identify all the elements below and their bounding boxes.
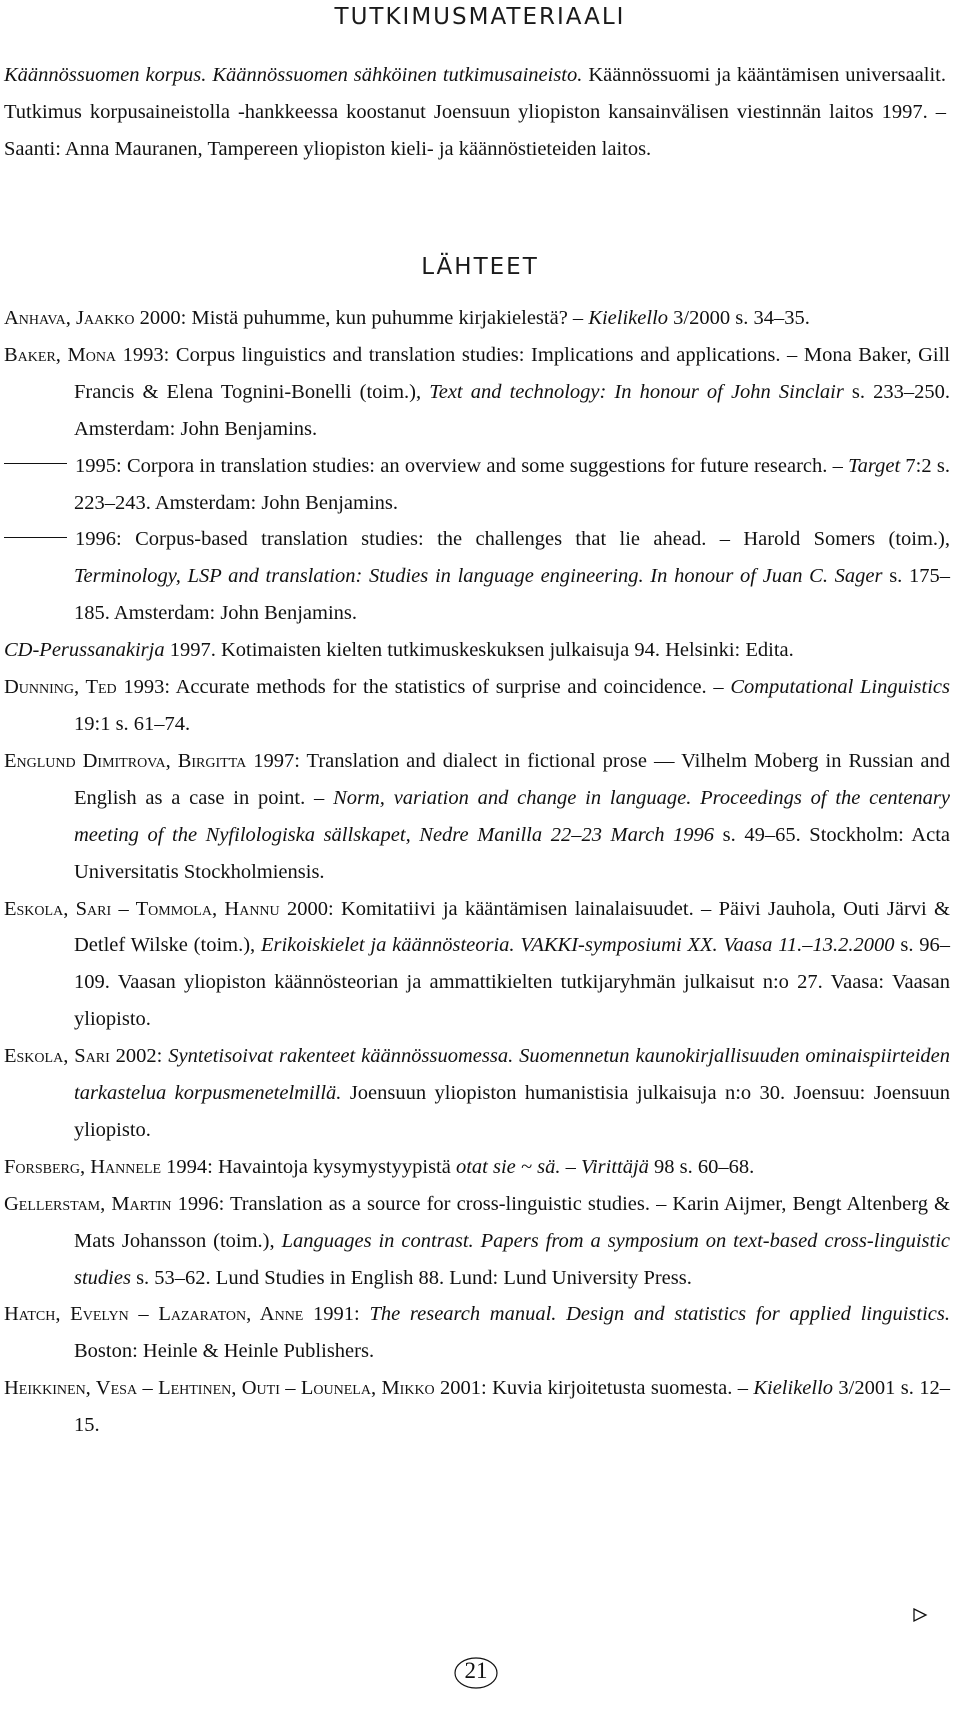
reference-text: 1995: Corpora in translation studies: an overview and some suggestions for future research. – — [75, 454, 849, 477]
page-number — [452, 1653, 500, 1693]
reference-text: 1993: Accurate methods for the statistics of surprise and coincidence. – — [116, 676, 731, 699]
same-author-dash — [4, 463, 67, 464]
reference-entry — [4, 337, 950, 448]
page-number-text: 21 — [464, 1658, 488, 1683]
reference-author: Heikkinen, Vesa – Lehtinen, Outi – Lounela, Mikko — [4, 1377, 435, 1400]
reference-title: Kielikello — [588, 307, 669, 329]
reference-title: Terminology, LSP and translation: Studies in language engineering. In honour of Juan C. Sager — [74, 565, 883, 588]
reference-text: Boston: Heinle & Heinle Publishers. — [74, 1340, 375, 1363]
reference-text: Joensuun yliopiston humanistisia julkaisuja n:o 30. Joensuu: Joensuun yliopisto. — [74, 1082, 950, 1141]
next-page-icon — [912, 1607, 928, 1628]
reference-title: Kielikello — [753, 1377, 834, 1400]
reference-text: 2000: Mistä puhumme, kun puhumme kirjakielestä? – — [134, 307, 589, 329]
reference-text: 1993: Corpus linguistics and translation studies: Implications and applications. – Mona Baker, Gill Francis & Elena Tognini-Bonelli (toim.), — [74, 343, 950, 403]
reference-author: Anhava, Jaakko — [4, 307, 135, 329]
reference-text: 1994: Havaintoja kysymystyypistä — [161, 1155, 456, 1178]
reference-title: Target — [848, 454, 901, 477]
reference-text: 7:2 s. 223–243. Amsterdam: John Benjamins. — [74, 454, 950, 514]
reference-list — [0, 300, 960, 1444]
reference-entry — [4, 1370, 950, 1444]
reference-entry — [4, 1038, 950, 1149]
reference-text: s. 53–62. Lund Studies in English 88. Lund: Lund University Press. — [130, 1266, 692, 1289]
same-author-dash — [4, 537, 67, 538]
reference-text: 2000: Komitatiivi ja kääntämisen lainalaisuudet. – Päivi Jauhola, Outi Järvi & Detlef Wilske (toim.), — [74, 897, 950, 957]
reference-title: CD-Perussanakirja — [4, 639, 165, 662]
reference-author: Gellerstam, Martin — [4, 1192, 172, 1215]
reference-title: Text and technology: In honour of John Sinclair — [429, 380, 844, 403]
reference-entry — [4, 632, 950, 669]
reference-entry — [4, 1186, 950, 1297]
reference-title: Computational Linguistics — [730, 676, 950, 699]
reference-entry — [4, 300, 950, 337]
reference-text: 2001: Kuvia kirjoitetusta suomesta. – — [434, 1377, 754, 1400]
reference-text: 98 s. 60–68. — [648, 1155, 755, 1178]
reference-entry — [4, 743, 950, 891]
reference-author: Englund Dimitrova, Birgitta — [4, 749, 247, 772]
reference-text: 1996: Corpus-based translation studies: the challenges that lie ahead. – Harold Somers (toim.), — [75, 528, 950, 551]
reference-title: Languages in contrast. Papers from a symposium on text-based cross-linguistic studies — [74, 1229, 950, 1289]
reference-title: Syntetisoivat rakenteet käännössuomessa. Suomennetun kaunokirjallisuuden ominaispiirteiden tarkastelua korpusmenetelmillä. — [74, 1045, 951, 1105]
reference-author: Hatch, Evelyn – Lazaraton, Anne — [4, 1303, 304, 1326]
reference-text: s. 233–250. Amsterdam: John Benjamins. — [74, 380, 950, 440]
reference-text: 1997. Kotimaisten kielten tutkimuskeskuksen julkaisuja 94. Helsinki: Edita. — [164, 639, 794, 662]
material-entry — [4, 57, 946, 168]
reference-text: 2002: — [109, 1045, 169, 1068]
reference-text: 1991: — [303, 1303, 370, 1326]
reference-text: 1997: Translation and dialect in fictional prose — Vilhelm Moberg in Russian and English as a case in point. – — [74, 749, 950, 809]
reference-title: otat sie ~ sä. – Virittäjä — [455, 1155, 649, 1178]
reference-author: Forsberg, Hannele — [4, 1155, 162, 1178]
material-body: Käännössuomi ja kääntämisen universaalit. Tutkimus korpusaineistolla -hankkeessa koostanut Joensuun yliopiston kansainvälisen viestinnän laitos 1997. – Saanti: Anna Mauranen, Tampereen yliopiston kieli- ja käännöstieteiden laitos. — [4, 64, 946, 160]
sources-heading: LÄHTEET — [421, 254, 539, 280]
reference-title: The research manual. Design and statistics for applied linguistics. — [369, 1303, 950, 1326]
reference-entry — [4, 891, 950, 1039]
reference-text: 1996: Translation as a source for cross-linguistic studies. – Karin Aijmer, Bengt Altenberg & Mats Johansson (toim.), — [74, 1192, 950, 1252]
reference-author: Eskola, Sari – Tommola, Hannu — [4, 897, 280, 920]
reference-title: Erikoiskielet ja käännösteoria. VAKKI-symposiumi XX. Vaasa 11.–13.2.2000 — [260, 934, 895, 957]
reference-entry — [4, 1296, 950, 1370]
reference-text: s. 175–185. Amsterdam: John Benjamins. — [74, 565, 950, 625]
reference-text: s. 49–65. Stockholm: Acta Universitatis Stockholmiensis. — [74, 823, 950, 883]
materials-heading: TUTKIMUSMATERIAALI — [334, 4, 626, 30]
reference-entry — [4, 448, 950, 522]
reference-title: Norm, variation and change in language. Proceedings of the centenary meeting of the Nyfilologiska sällskapet, Nedre Manilla 22–23 March 1996 — [74, 786, 950, 846]
reference-text: s. 96–109. Vaasan yliopiston käännösteorian ja ammattikielten tutkijaryhmän julkaisut n:o 27. Vaasa: Vaasan yliopisto. — [74, 934, 951, 1031]
reference-text: 19:1 s. 61–74. — [74, 712, 191, 735]
reference-entry — [4, 521, 950, 632]
reference-author: Dunning, Ted — [4, 676, 117, 699]
material-title: Käännössuomen korpus. Käännössuomen sähköinen tutkimusaineisto. — [4, 64, 583, 86]
reference-text: 3/2000 s. 34–35. — [668, 307, 810, 329]
reference-text: 3/2001 s. 12–15. — [74, 1377, 950, 1437]
reference-author: Baker, Mona — [4, 343, 117, 366]
materials-list — [0, 57, 960, 168]
reference-entry — [4, 1149, 950, 1186]
reference-entry — [4, 669, 950, 743]
reference-author: Eskola, Sari — [4, 1045, 110, 1068]
